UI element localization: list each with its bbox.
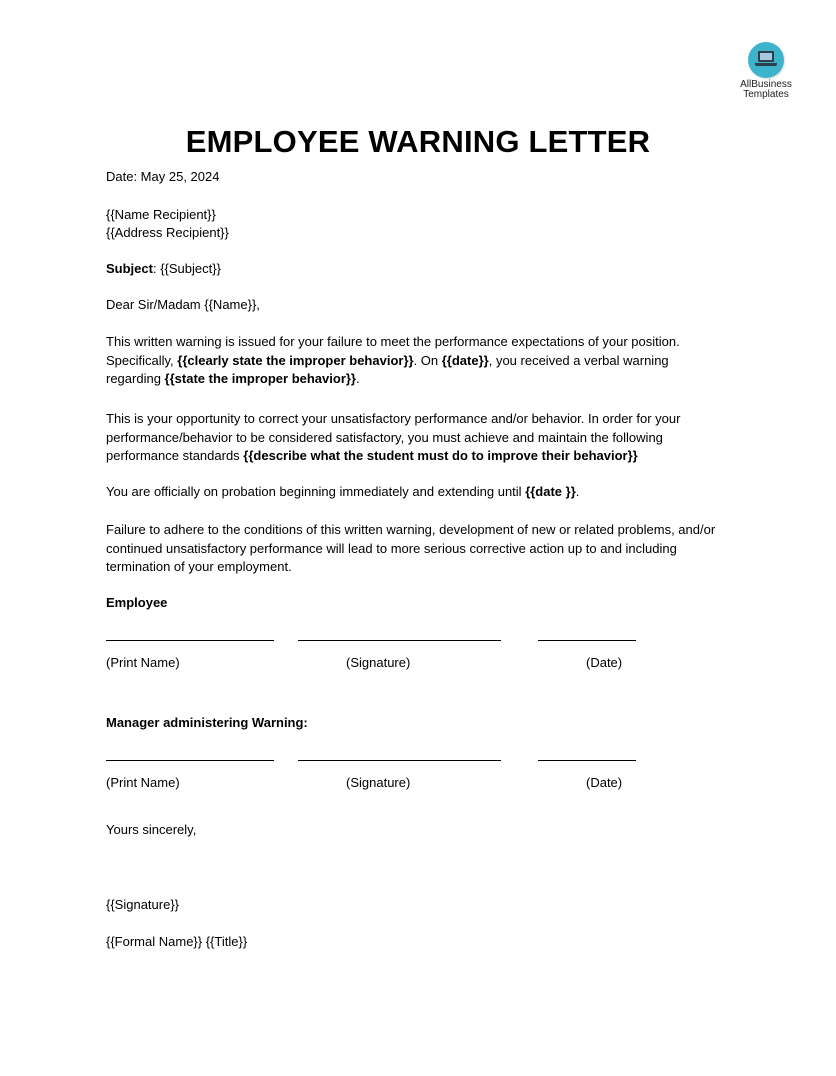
recipient-name: {{Name Recipient}} [106, 207, 216, 222]
subject-line [106, 260, 221, 278]
manager-print-name-line [106, 760, 274, 761]
employee-date-label: (Date) [586, 655, 623, 670]
signature-placeholder: {{Signature}} [106, 897, 180, 912]
manager-date-label: (Date) [586, 775, 623, 790]
paragraph-probation: You are officially on probation beginning immediately and extending until {{date }}. [106, 484, 580, 499]
paragraph-warning-issued: This written warning is issued for your failure to meet the performance expectations of your position. Specifically, {{clearly state the improper behavior}}. On {{date}}, you received a verbal warning regarding {{state the improper behavior}}. [106, 334, 680, 386]
logo-brand-line2: Templates [743, 89, 789, 100]
manager-signature-label: (Signature) [346, 775, 411, 790]
date-placeholder: {{date}} [441, 352, 489, 368]
manager-date-line [538, 760, 636, 761]
employee-print-name-line [106, 640, 274, 641]
document-title: EMPLOYEE WARNING LETTER [185, 124, 651, 159]
employee-signature-label: (Signature) [346, 655, 411, 670]
paragraph-failure-consequences: Failure to adhere to the conditions of this written warning, development of new or related problems, and/or continued unsatisfactory performance will lead to more serious corrective action up to and including termination of your employment. [106, 522, 716, 574]
logo-brand-line1: AllBusiness [740, 79, 792, 90]
employee-signature-line [298, 640, 501, 641]
subject-value: : {{Subject}} [152, 261, 221, 276]
state-behavior-placeholder: {{state the improper behavior}} [164, 371, 356, 386]
formal-name-title: {{Formal Name}} {{Title}} [106, 934, 248, 949]
manager-heading: Manager administering Warning: [106, 715, 308, 730]
manager-signature-line [298, 760, 501, 761]
closing: Yours sincerely, [106, 822, 197, 837]
manager-print-name-label: (Print Name) [106, 775, 180, 790]
allbusiness-templates-logo [736, 42, 796, 100]
employee-heading: Employee [106, 595, 168, 610]
probation-end-date-placeholder: {{date }} [525, 484, 576, 499]
date-line: Date: May 25, 2024 [106, 169, 220, 184]
improper-behavior-placeholder: {{clearly state the improper behavior}} [177, 352, 414, 368]
employee-print-name-label: (Print Name) [106, 655, 180, 670]
subject-label: Subject [106, 261, 153, 276]
paragraph-opportunity: This is your opportunity to correct your unsatisfactory performance and/or behavior. In order for your performance/behavior to be considered satisfactory, you must achieve and maintain the following performance standards {{describe what the student must do to improve their behavior}} [106, 411, 681, 463]
laptop-icon [748, 42, 784, 78]
employee-date-line [538, 640, 636, 641]
recipient-address: {{Address Recipient}} [106, 225, 229, 240]
salutation: Dear Sir/Madam {{Name}}, [106, 297, 260, 312]
performance-standards-placeholder: {{describe what the student must do to improve their behavior}} [243, 448, 638, 463]
